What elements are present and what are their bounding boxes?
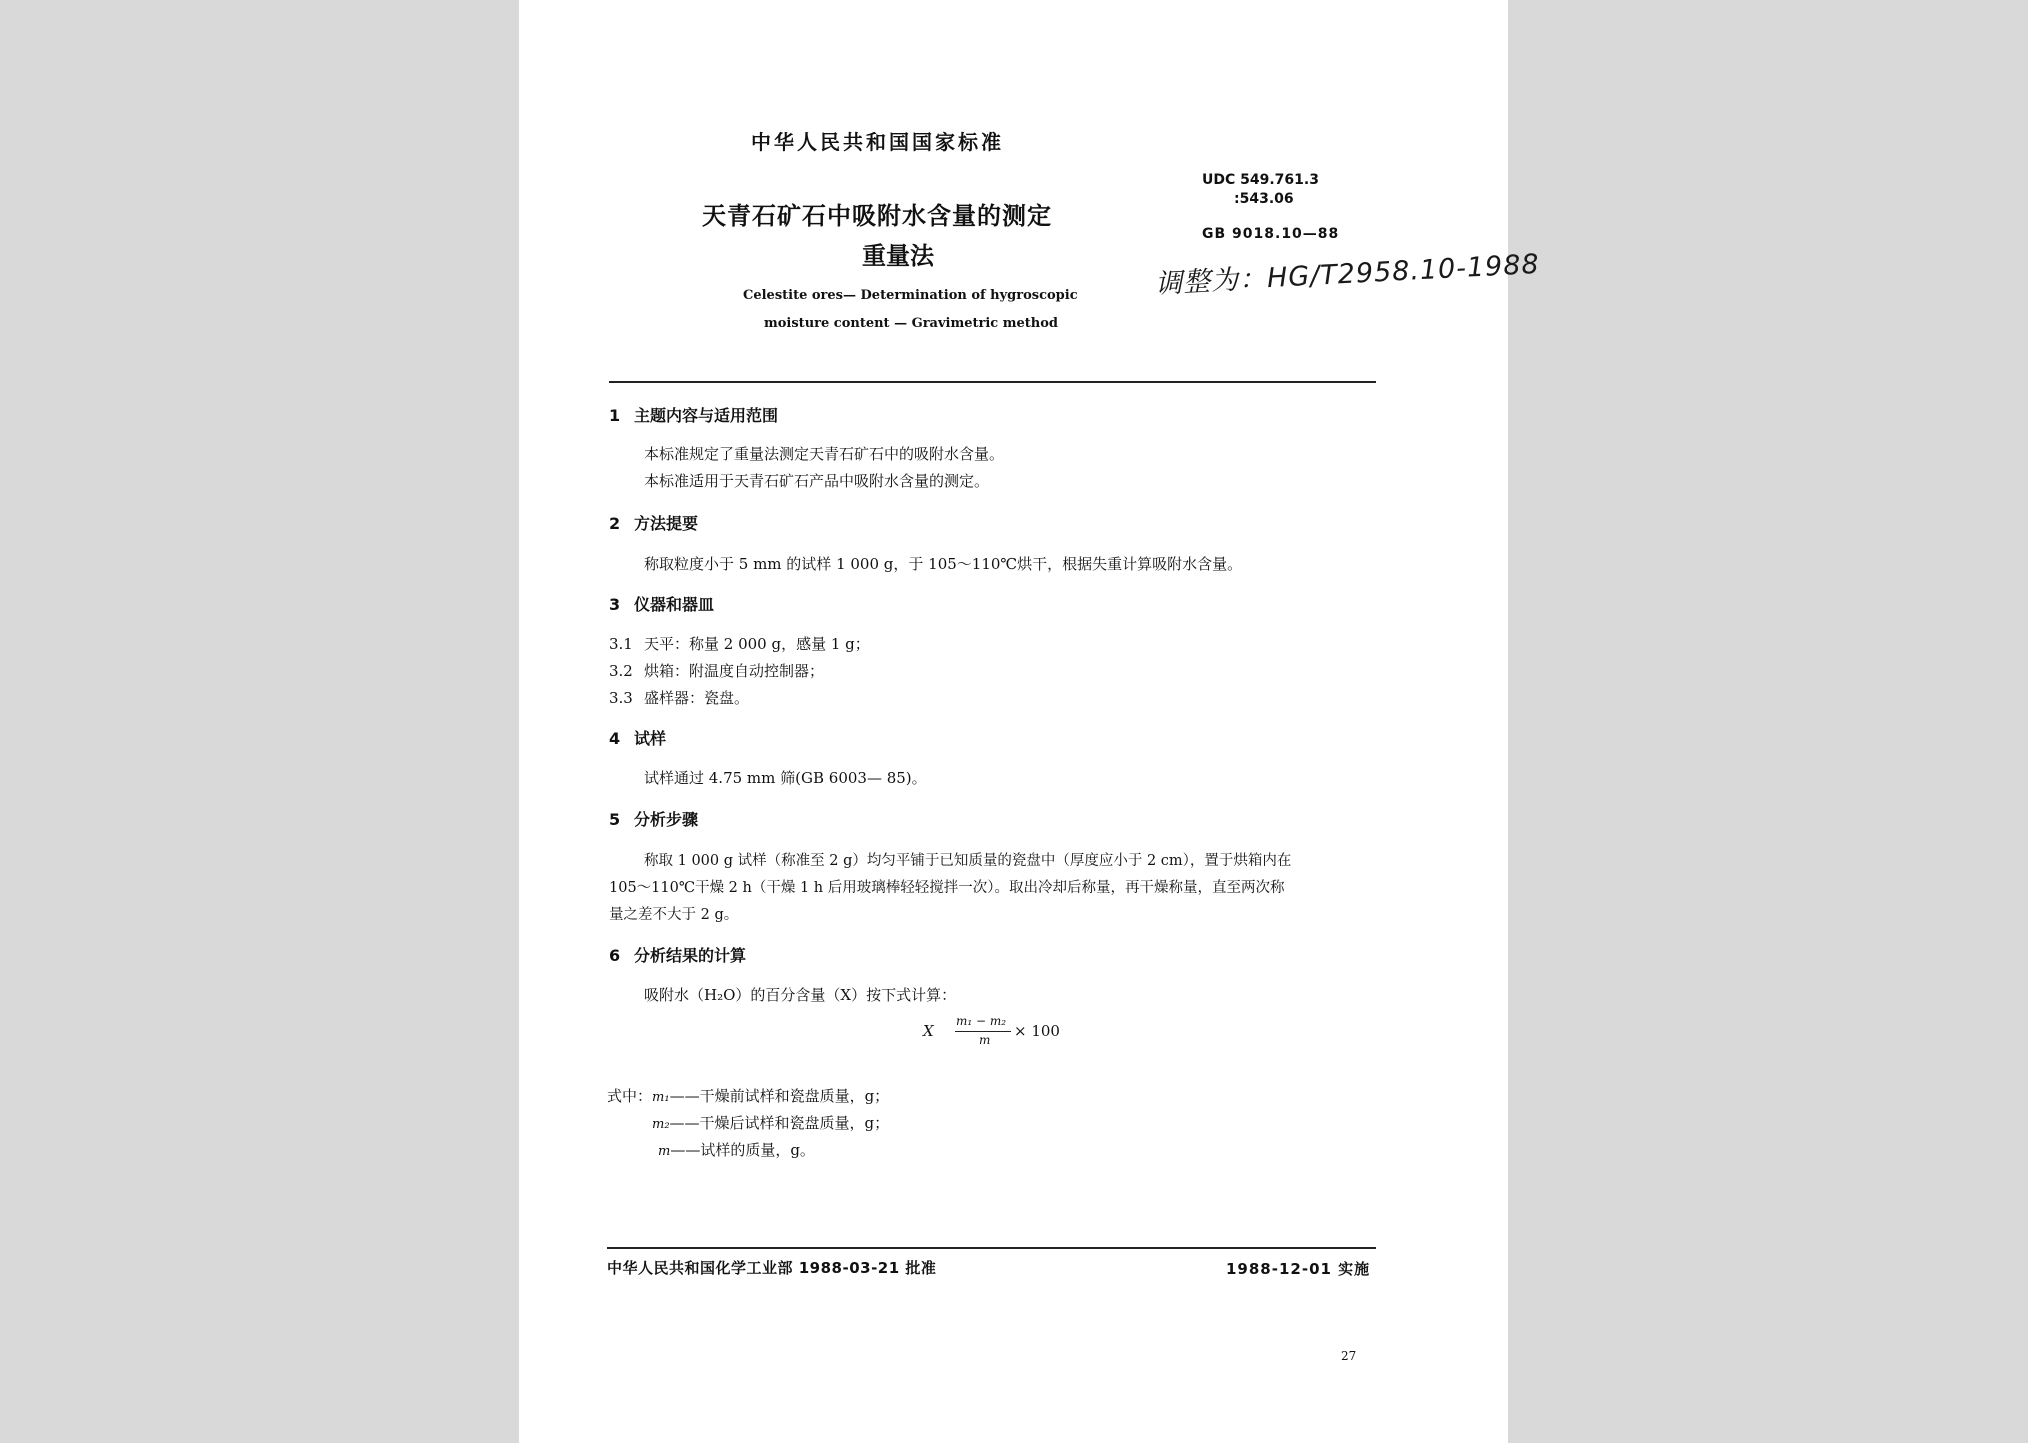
variable-desc: ——干燥前试样和瓷盘质量，g； [669,1087,890,1105]
variable-symbol: m₁ [652,1090,670,1105]
implementation-date: 1988-12-01 实施 [1226,1260,1371,1278]
udc-line1: UDC 549.761.3 [1202,172,1319,188]
item-number: 3.3 [609,689,633,707]
doc-title-line2: 重量法 [862,242,934,270]
english-title-line2: moisture content — Gravimetric method [764,316,1058,331]
item-text: 盛样器：瓷盘。 [644,689,750,707]
doc-title-line1: 天青石矿石中吸附水含量的测定 [702,202,1052,230]
section-title: 主题内容与适用范围 [634,406,779,425]
section-title: 方法提要 [634,514,699,533]
section-5-line-1: 称取 1 000 g 试样（称准至 2 g）均匀平铺于已知质量的瓷盘中（厚度应小于 2 cm），置于烘箱内在 [644,853,1292,869]
footer-divider [607,1247,1376,1249]
section-4-paragraph: 试样通过 4.75 mm 筛(GB 6003— 85)。 [644,769,927,787]
variable-desc: ——试样的质量，g。 [670,1141,815,1159]
standard-org: 中华人民共和国国家标准 [751,130,1004,154]
section-2-paragraph: 称取粒度小于 5 mm 的试样 1 000 g，于 105～110℃烘干，根据失重计算吸附水含量。 [644,555,1243,573]
list-item [609,660,824,681]
variable-desc: ——干燥后试样和瓷盘质量，g； [669,1114,890,1132]
handwritten-note: 调整为：HG/T2958.10-1988 [1154,248,1541,300]
english-title-line1: Celestite ores— Determination of hygroscopic [743,288,1078,303]
where-row [658,1139,815,1160]
section-6-heading [609,943,746,966]
header-divider [609,381,1376,383]
variable-symbol: m [658,1144,671,1159]
formula-lhs: X [923,1022,934,1040]
section-5-line-2: 105～110℃干燥 2 h（干燥 1 h 后用玻璃棒轻轻搅拌一次）。取出冷却后称量，再干燥称量，直至两次称 [609,880,1285,896]
section-title: 分析结果的计算 [634,946,747,965]
section-5-heading [609,807,698,830]
formula-multiplier: × 100 [1014,1022,1060,1040]
page-number: 27 [1341,1349,1357,1363]
udc-line2: :543.06 [1234,191,1294,207]
item-number: 3.2 [609,662,633,680]
section-1-paragraph-2: 本标准适用于天青石矿石产品中吸附水含量的测定。 [644,472,990,490]
formula-numerator: m₁ − m₂ [956,1014,1007,1028]
item-number: 3.1 [609,635,633,653]
fraction-bar [955,1031,1011,1032]
section-1-heading [609,403,778,426]
section-number: 1 [609,406,621,425]
approval-line: 中华人民共和国化学工业部 1988-03-21 批准 [607,1259,937,1277]
section-number: 3 [609,595,621,614]
gb-number: GB 9018.10—88 [1202,226,1340,242]
list-item [609,687,749,708]
section-5-line-3: 量之差不大于 2 g。 [609,907,739,923]
section-title: 试样 [634,729,667,748]
section-number: 2 [609,514,621,533]
section-6-intro: 吸附水（H₂O）的百分含量（X）按下式计算： [644,986,957,1004]
section-number: 5 [609,810,621,829]
section-4-heading [609,726,666,749]
section-number: 4 [609,729,621,748]
where-row [607,1085,889,1106]
section-1-paragraph-1: 本标准规定了重量法测定天青石矿石中的吸附水含量。 [644,445,1005,463]
section-2-heading [609,511,698,534]
section-title: 分析步骤 [634,810,699,829]
section-title: 仪器和器皿 [634,595,715,614]
list-item [609,633,870,654]
document-page [519,0,1541,1443]
where-prefix: 式中： [607,1087,653,1105]
item-text: 天平：称量 2 000 g，感量 1 g； [644,635,870,653]
formula-denominator: m [979,1033,991,1047]
item-text: 烘箱：附温度自动控制器； [644,662,825,680]
section-number: 6 [609,946,621,965]
variable-symbol: m₂ [652,1117,670,1132]
where-row [652,1112,889,1133]
section-3-heading [609,592,714,615]
